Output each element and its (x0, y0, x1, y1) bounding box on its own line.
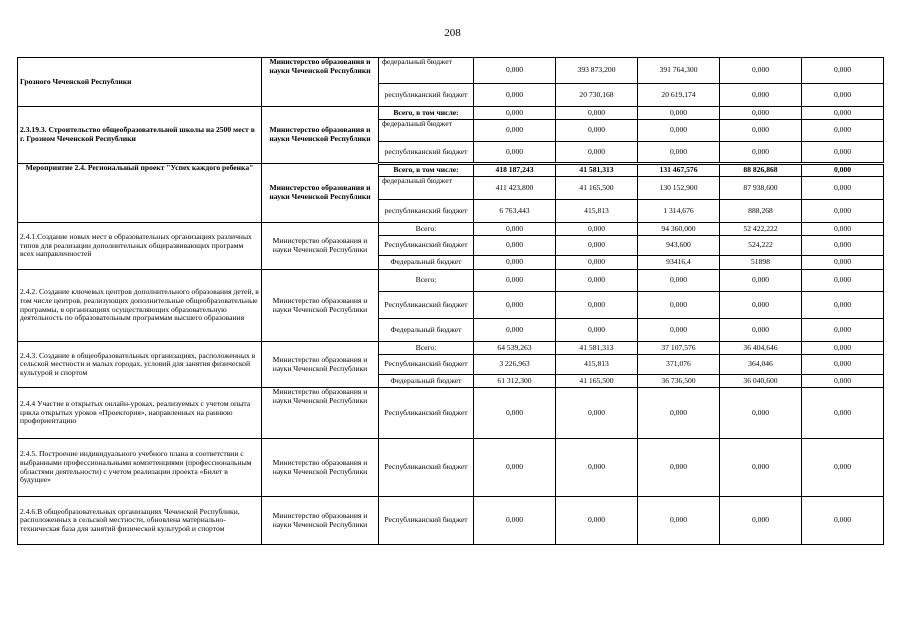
value-cell: 0,000 (556, 256, 638, 270)
value-cell: 524,222 (720, 236, 802, 256)
value-cell: 0,000 (802, 342, 884, 355)
source-federal: Федеральный бюджет (379, 256, 474, 270)
value-cell: 51898 (720, 256, 802, 270)
value-cell: 0,000 (474, 292, 556, 319)
source-federal: федеральный бюджет (379, 58, 474, 84)
activity-name: Мероприятие 2.4. Региональный проект "Успех каждого ребенка" (18, 164, 262, 223)
value-cell: 0,000 (556, 142, 638, 164)
value-cell: 371,076 (638, 355, 720, 375)
value-cell: 0,000 (802, 58, 884, 84)
value-cell: 0,000 (638, 107, 720, 120)
source-republican: Республиканский бюджет (379, 388, 474, 439)
source-total: Всего, в том числе: (379, 164, 474, 177)
value-cell: 87 938,600 (720, 177, 802, 200)
activity-name: 2.4.4 Участие в открытых онлайн-уроках, реализуемых с учетом опыта цикла открытых уроков «Проектория», направленных на раннюю профориентацию (18, 388, 262, 439)
value-cell: 41 165,500 (556, 375, 638, 388)
activity-name: 2.4.5. Построение индивидуального учебного плана в соответствии с выбранными профессиональными компетенциями (профессиональным областями деятельности) с учетом реализации проекта «Билет в будущее» (18, 439, 262, 497)
value-cell: 0,000 (474, 497, 556, 545)
executor: Министерство образования и науки Чеченской Республики (262, 439, 379, 497)
value-cell: 0,000 (474, 236, 556, 256)
source-federal: Федеральный бюджет (379, 375, 474, 388)
value-cell: 61 312,300 (474, 375, 556, 388)
value-cell: 0,000 (802, 177, 884, 200)
table-row (18, 164, 884, 177)
value-cell: 0,000 (556, 497, 638, 545)
value-cell: 0,000 (720, 142, 802, 164)
activity-name: 2.4.6.В общеобразовательных организациях Чеченской Республики, расположенных в сельской местности, обновлена материально-техническая база для занятий физической культурой и спортом (18, 497, 262, 545)
executor: Министерство образования и науки Чеченской Республики (262, 223, 379, 270)
value-cell: 0,000 (720, 388, 802, 439)
executor: Министерство образования и науки Чеченской Республики (262, 388, 379, 439)
value-cell: 0,000 (720, 292, 802, 319)
value-cell: 36 040,600 (720, 375, 802, 388)
value-cell: 0,000 (474, 270, 556, 292)
table-row (18, 107, 884, 120)
value-cell: 0,000 (474, 120, 556, 142)
table-row (18, 497, 884, 545)
value-cell: 0,000 (638, 142, 720, 164)
activity-name: Грозного Чеченской Республики (18, 58, 262, 107)
value-cell: 0,000 (802, 270, 884, 292)
value-cell: 415,813 (556, 200, 638, 223)
value-cell: 0,000 (474, 107, 556, 120)
source-republican: Республиканский бюджет (379, 497, 474, 545)
value-cell: 0,000 (556, 270, 638, 292)
value-cell: 0,000 (638, 319, 720, 342)
value-cell: 94 360,000 (638, 223, 720, 236)
value-cell: 0,000 (802, 120, 884, 142)
value-cell: 6 763,443 (474, 200, 556, 223)
value-cell: 93416,4 (638, 256, 720, 270)
value-cell: 0,000 (474, 142, 556, 164)
value-cell: 37 107,576 (638, 342, 720, 355)
source-republican: республиканский бюджет (379, 84, 474, 107)
table-row (18, 223, 884, 236)
value-cell: 0,000 (556, 107, 638, 120)
executor: Министерство образования и науки Чеченской Республики (262, 270, 379, 342)
value-cell: 0,000 (720, 319, 802, 342)
executor: Министерство образования и науки Чеченской Республики (262, 342, 379, 388)
value-cell: 393 873,200 (556, 58, 638, 84)
value-cell: 0,000 (638, 439, 720, 497)
value-cell: 0,000 (802, 142, 884, 164)
table-row (18, 388, 884, 439)
value-cell: 0,000 (638, 388, 720, 439)
value-cell: 0,000 (802, 223, 884, 236)
source-republican: Республиканский бюджет (379, 439, 474, 497)
table-row (18, 270, 884, 292)
value-cell: 3 226,963 (474, 355, 556, 375)
value-cell: 0,000 (720, 270, 802, 292)
value-cell: 0,000 (802, 319, 884, 342)
value-cell: 64 539,263 (474, 342, 556, 355)
table-row (18, 342, 884, 355)
value-cell: 0,000 (802, 256, 884, 270)
value-cell: 1 314,676 (638, 200, 720, 223)
source-federal: Федеральный бюджет (379, 319, 474, 342)
value-cell: 0,000 (802, 107, 884, 120)
value-cell: 418 187,243 (474, 164, 556, 177)
value-cell: 0,000 (720, 497, 802, 545)
source-republican: Республиканский бюджет (379, 355, 474, 375)
executor: Министерство образования и науки Чеченской Республики (262, 164, 379, 223)
value-cell: 0,000 (802, 292, 884, 319)
source-total: Всего: (379, 223, 474, 236)
value-cell: 41 165,500 (556, 177, 638, 200)
executor: Министерство образования и науки Чеченской Республики (262, 107, 379, 164)
source-total: Всего, в том числе: (379, 107, 474, 120)
value-cell: 0,000 (720, 58, 802, 84)
value-cell: 20 619,174 (638, 84, 720, 107)
value-cell: 41 581,313 (556, 342, 638, 355)
value-cell: 0,000 (802, 236, 884, 256)
value-cell: 0,000 (474, 319, 556, 342)
source-republican: республиканский бюджет (379, 142, 474, 164)
value-cell: 0,000 (802, 84, 884, 107)
page-number: 208 (444, 27, 461, 39)
value-cell: 0,000 (638, 292, 720, 319)
table-row (18, 58, 884, 84)
value-cell: 0,000 (638, 120, 720, 142)
value-cell: 0,000 (474, 58, 556, 84)
value-cell: 88 826,868 (720, 164, 802, 177)
value-cell: 391 764,300 (638, 58, 720, 84)
executor: Министерство образования и науки Чеченской Республики (262, 58, 379, 107)
value-cell: 41 581,313 (556, 164, 638, 177)
value-cell: 364,046 (720, 355, 802, 375)
source-federal: федеральный бюджет (379, 177, 474, 200)
value-cell: 0,000 (720, 84, 802, 107)
value-cell: 0,000 (474, 388, 556, 439)
value-cell: 0,000 (720, 107, 802, 120)
source-total: Всего: (379, 342, 474, 355)
source-republican: республиканский бюджет (379, 200, 474, 223)
value-cell: 36 736,500 (638, 375, 720, 388)
activity-name: 2.3.19.3. Строительство общеобразовательной школы на 2500 мест в г. Грозном Чеченской Республики (18, 107, 262, 164)
value-cell: 36 404,646 (720, 342, 802, 355)
value-cell: 0,000 (556, 236, 638, 256)
value-cell: 411 423,800 (474, 177, 556, 200)
value-cell: 0,000 (802, 439, 884, 497)
activity-name: 2.4.2. Создание ключевых центров дополнительного образования детей, в том числе центров, реализующих дополнительные общеобразовательные программы, в организациях осуществляющих образовательную деятельность по образовательным программам высшего образования (18, 270, 262, 342)
value-cell: 0,000 (802, 164, 884, 177)
source-republican: Республиканский бюджет (379, 236, 474, 256)
source-republican: Республиканский бюджет (379, 292, 474, 319)
value-cell: 0,000 (802, 497, 884, 545)
value-cell: 0,000 (474, 223, 556, 236)
value-cell: 0,000 (474, 84, 556, 107)
value-cell: 20 730,168 (556, 84, 638, 107)
value-cell: 0,000 (556, 223, 638, 236)
value-cell: 415,813 (556, 355, 638, 375)
activity-name: 2.4.3. Создание в общеобразовательных организациях, расположенных в сельской местности и малых городах, условий для занятия физической культурой и спортом (18, 342, 262, 388)
value-cell: 0,000 (638, 270, 720, 292)
value-cell: 0,000 (556, 120, 638, 142)
budget-table (17, 57, 884, 545)
value-cell: 0,000 (638, 497, 720, 545)
value-cell: 0,000 (802, 388, 884, 439)
value-cell: 0,000 (474, 439, 556, 497)
table-row (18, 439, 884, 497)
executor: Министерство образования и науки Чеченской Республики (262, 497, 379, 545)
value-cell: 131 467,576 (638, 164, 720, 177)
value-cell: 0,000 (720, 439, 802, 497)
value-cell: 0,000 (802, 355, 884, 375)
value-cell: 0,000 (556, 439, 638, 497)
value-cell: 0,000 (556, 292, 638, 319)
value-cell: 0,000 (556, 319, 638, 342)
value-cell: 888,268 (720, 200, 802, 223)
value-cell: 130 152,900 (638, 177, 720, 200)
source-total: Всего: (379, 270, 474, 292)
value-cell: 943,600 (638, 236, 720, 256)
source-federal: федеральный бюджет (379, 120, 474, 142)
value-cell: 0,000 (474, 256, 556, 270)
value-cell: 0,000 (720, 120, 802, 142)
activity-name: 2.4.1.Создание новых мест в образовательных организациях различных типов для реализации дополнительных общеразвивающих программ всех направленностей (18, 223, 262, 270)
value-cell: 0,000 (556, 388, 638, 439)
value-cell: 0,000 (802, 375, 884, 388)
value-cell: 0,000 (802, 200, 884, 223)
value-cell: 52 422,222 (720, 223, 802, 236)
